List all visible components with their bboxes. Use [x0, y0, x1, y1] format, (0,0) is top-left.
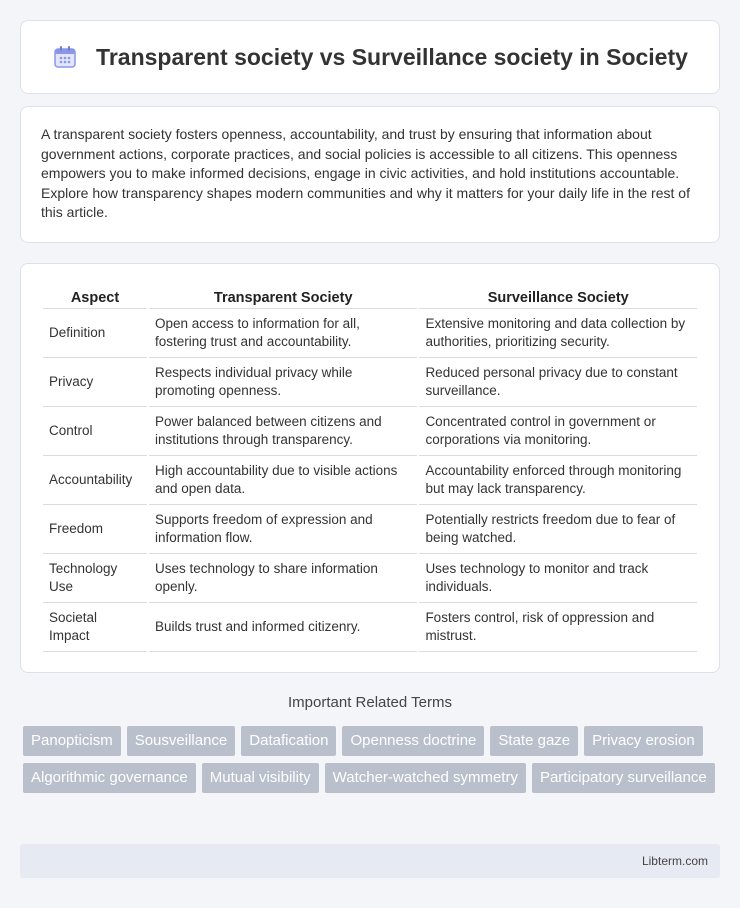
- related-term-tag[interactable]: Mutual visibility: [202, 763, 319, 793]
- related-term-tag[interactable]: Watcher-watched symmetry: [325, 763, 526, 793]
- transparent-cell: Uses technology to share information openly.: [149, 554, 417, 603]
- surveillance-cell: Fosters control, risk of oppression and mistrust.: [419, 603, 697, 652]
- comparison-card: [20, 263, 720, 673]
- column-header-transparent: Transparent Society: [149, 279, 417, 309]
- related-term-tag[interactable]: Algorithmic governance: [23, 763, 196, 793]
- table-row: [43, 603, 697, 652]
- transparent-cell: Builds trust and informed citizenry.: [149, 603, 417, 652]
- page-header: [20, 20, 720, 94]
- transparent-cell: Respects individual privacy while promoting openness.: [149, 358, 417, 407]
- surveillance-cell: Extensive monitoring and data collection by authorities, prioritizing security.: [419, 309, 697, 358]
- aspect-cell: Accountability: [43, 456, 147, 505]
- aspect-cell: Societal Impact: [43, 603, 147, 652]
- comparison-table: [41, 279, 699, 652]
- transparent-cell: Open access to information for all, fostering trust and accountability.: [149, 309, 417, 358]
- surveillance-cell: Uses technology to monitor and track individuals.: [419, 554, 697, 603]
- intro-text: A transparent society fosters openness, accountability, and trust by ensuring that information about government actions, corporate practices, and social policies is accessible to all citizens. This openness empowers you to make informed decisions, engage in civic activities, and hold institutions accountable. Explore how transparency shapes modern communities and why it matters for your daily life in the rest of this article.: [41, 126, 690, 220]
- related-terms-list: [23, 726, 723, 793]
- footer-site-link[interactable]: Libterm.com: [641, 854, 708, 868]
- column-header-surveillance: Surveillance Society: [419, 279, 697, 309]
- table-header-row: [43, 279, 697, 309]
- aspect-cell: Technology Use: [43, 554, 147, 603]
- transparent-cell: Supports freedom of expression and information flow.: [149, 505, 417, 554]
- intro-card: [20, 106, 720, 243]
- table-row: [43, 358, 697, 407]
- surveillance-cell: Reduced personal privacy due to constant surveillance.: [419, 358, 697, 407]
- aspect-cell: Control: [43, 407, 147, 456]
- page-title: Transparent society vs Surveillance society in Society: [96, 43, 688, 70]
- transparent-cell: High accountability due to visible actions and open data.: [149, 456, 417, 505]
- calendar-grid-icon: [52, 44, 78, 70]
- table-row: [43, 554, 697, 603]
- table-row: [43, 407, 697, 456]
- related-term-tag[interactable]: Participatory surveillance: [532, 763, 715, 793]
- column-header-aspect: Aspect: [43, 279, 147, 309]
- surveillance-cell: Accountability enforced through monitoring but may lack transparency.: [419, 456, 697, 505]
- surveillance-cell: Potentially restricts freedom due to fear of being watched.: [419, 505, 697, 554]
- related-term-tag[interactable]: Privacy erosion: [584, 726, 703, 756]
- related-term-tag[interactable]: Sousveillance: [127, 726, 236, 756]
- aspect-cell: Privacy: [43, 358, 147, 407]
- aspect-cell: Freedom: [43, 505, 147, 554]
- related-term-tag[interactable]: State gaze: [490, 726, 578, 756]
- table-row: [43, 309, 697, 358]
- related-term-tag[interactable]: Datafication: [241, 726, 336, 756]
- related-term-tag[interactable]: Openness doctrine: [342, 726, 484, 756]
- table-row: [43, 505, 697, 554]
- aspect-cell: Definition: [43, 309, 147, 358]
- surveillance-cell: Concentrated control in government or corporations via monitoring.: [419, 407, 697, 456]
- related-terms-title: Important Related Terms: [288, 694, 452, 711]
- related-term-tag[interactable]: Panopticism: [23, 726, 121, 756]
- page-footer: [20, 844, 720, 878]
- table-row: [43, 456, 697, 505]
- transparent-cell: Power balanced between citizens and institutions through transparency.: [149, 407, 417, 456]
